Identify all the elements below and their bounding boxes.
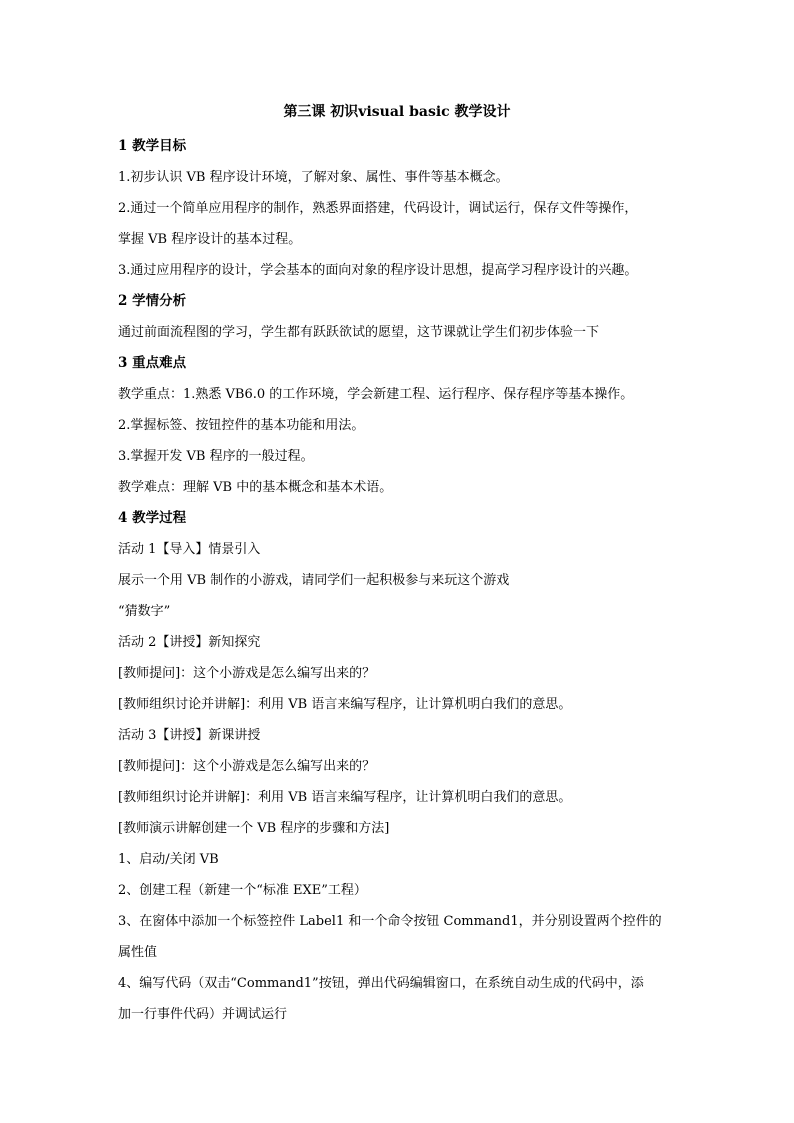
paragraph-line: 2.掌握标签、按钮控件的基本功能和用法。	[118, 418, 365, 433]
paragraph-line: 展示一个用 VB 制作的小游戏，请同学们一起积极参与来玩这个游戏	[118, 573, 510, 588]
paragraph-line: 2.通过一个简单应用程序的制作，熟悉界面搭建，代码设计，调试运行，保存文件等操作，	[118, 201, 638, 216]
paragraph-line: [教师提问]：这个小游戏是怎么编写出来的？	[118, 759, 376, 774]
paragraph-line: 掌握 VB 程序设计的基本过程。	[118, 232, 302, 247]
paragraph-line: 活动 1【导入】情景引入	[118, 542, 261, 557]
paragraph-line: 2、创建工程（新建一个“标准 EXE”工程）	[118, 883, 367, 898]
paragraph-line: 教学重点：1.熟悉 VB6.0 的工作环境，学会新建工程、运行程序、保存程序等基本操作。	[118, 387, 634, 402]
paragraph-line: 3.通过应用程序的设计，学会基本的面向对象的程序设计思想，提高学习程序设计的兴趣。	[118, 263, 638, 278]
paragraph-line: 3、在窗体中添加一个标签控件 Label1 和一个命令按钮 Command1，并分别设置两个控件的	[118, 914, 662, 929]
paragraph-line: [教师演示讲解创建一个 VB 程序的步骤和方法]	[118, 821, 390, 836]
document-title: 第三课 初识visual basic 教学设计	[283, 104, 511, 120]
paragraph-line: “猜数字”	[118, 604, 171, 619]
section-heading: 3 重点难点	[118, 355, 187, 371]
paragraph-line: [教师组织讨论并讲解]：利用 VB 语言来编写程序，让计算机明白我们的意思。	[118, 697, 572, 712]
paragraph-line: 教学难点：理解 VB 中的基本概念和基本术语。	[118, 480, 393, 495]
paragraph-line: 1.初步认识 VB 程序设计环境，了解对象、属性、事件等基本概念。	[118, 170, 509, 185]
paragraph-line: 属性值	[118, 945, 158, 960]
paragraph-line: 4、编写代码（双击“Command1”按钮，弹出代码编辑窗口，在系统自动生成的代码中，添	[118, 976, 644, 991]
document-body	[118, 131, 678, 1030]
paragraph-line: 3.掌握开发 VB 程序的一般过程。	[118, 449, 314, 464]
section-heading: 4 教学过程	[118, 510, 187, 526]
section-heading: 2 学情分析	[118, 293, 187, 309]
paragraph-line: 加一行事件代码）并调试运行	[118, 1007, 288, 1022]
paragraph-line: 活动 3【讲授】新课讲授	[118, 728, 261, 743]
paragraph-line: 1、启动/关闭 VB	[118, 852, 219, 867]
paragraph-line: 通过前面流程图的学习，学生都有跃跃欲试的愿望，这节课就让学生们初步体验一下	[118, 325, 600, 340]
paragraph-line: 活动 2【讲授】新知探究	[118, 635, 261, 650]
paragraph-line: [教师组织讨论并讲解]：利用 VB 语言来编写程序，让计算机明白我们的意思。	[118, 790, 572, 805]
paragraph-line: [教师提问]：这个小游戏是怎么编写出来的？	[118, 666, 376, 681]
section-heading: 1 教学目标	[118, 138, 187, 154]
